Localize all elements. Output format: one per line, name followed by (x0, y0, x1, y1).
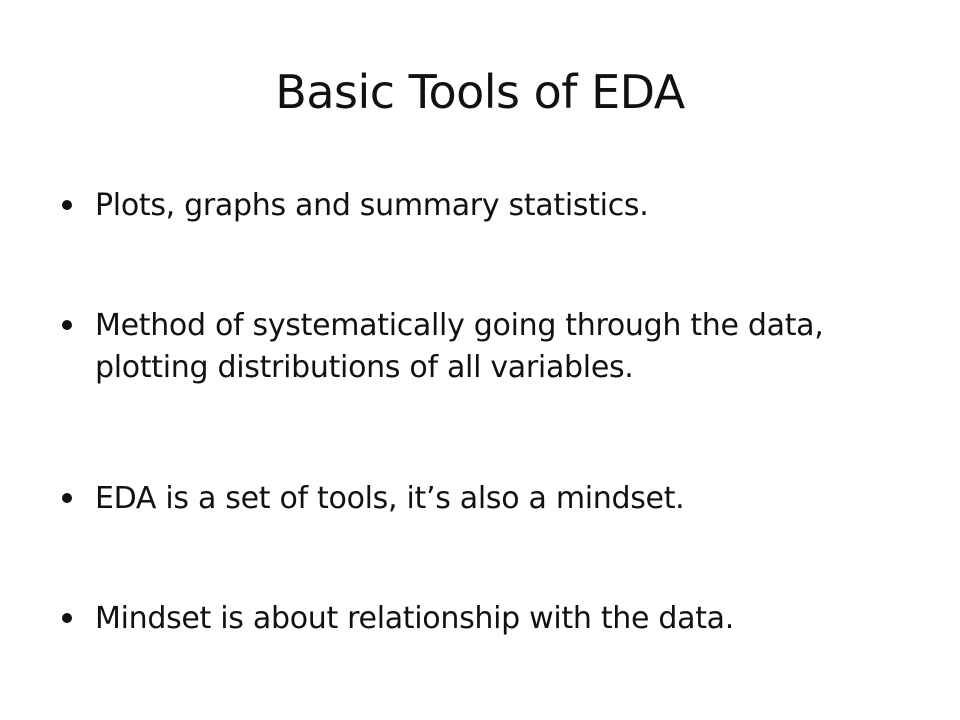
bullet-text: Method of systematically going through the data, plotting distributions of all variables. (95, 308, 824, 385)
slide-title: Basic Tools of EDA (275, 65, 685, 119)
bullet-text: Mindset is about relationship with the data. (95, 601, 734, 636)
bullet-icon (62, 613, 72, 623)
bullet-icon (62, 493, 72, 503)
bullet-text: Plots, graphs and summary statistics. (95, 188, 649, 223)
bullet-icon (62, 320, 72, 330)
bullet-icon (62, 200, 72, 210)
bullet-text: EDA is a set of tools, it’s also a mindset. (95, 481, 685, 516)
